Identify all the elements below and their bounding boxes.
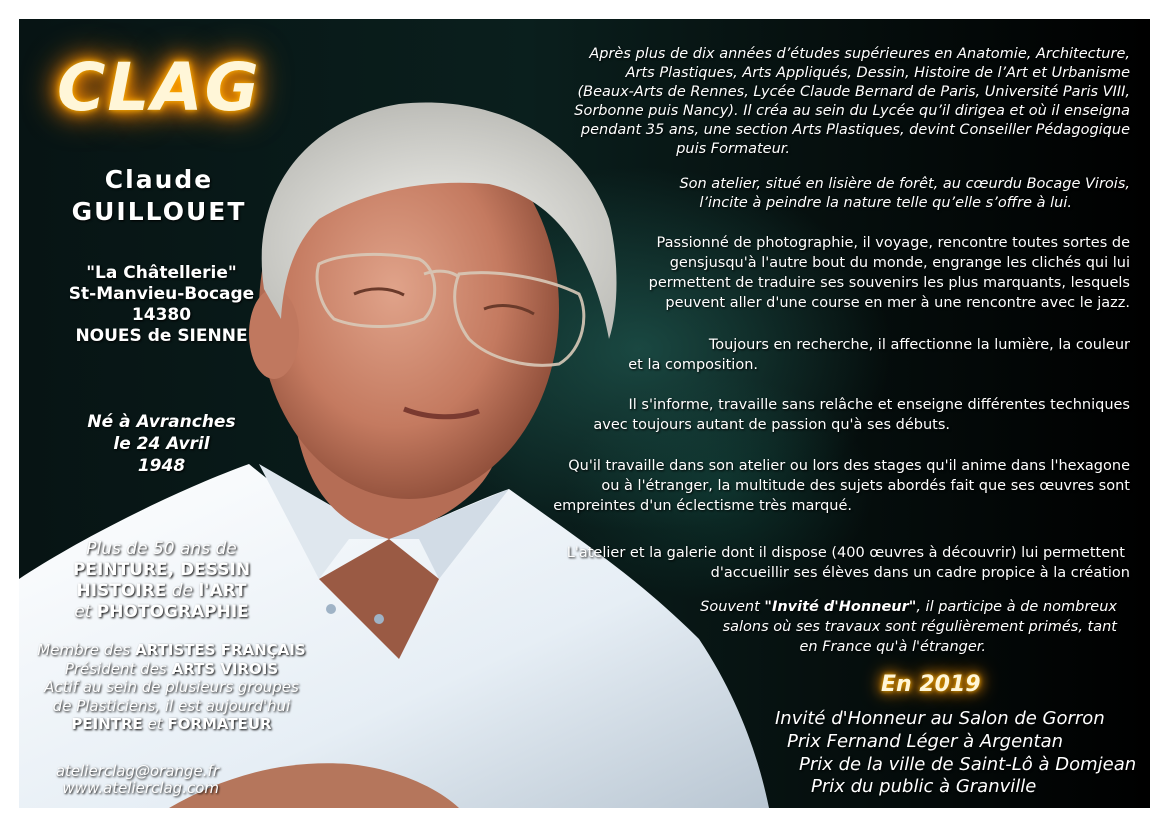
bio-line: Arts Plastiques, Arts Appliqués, Dessin, Histoire de l’Art et Urbanisme (625, 65, 1130, 81)
bio-text: Souvent (700, 599, 765, 615)
member-block (19, 641, 324, 734)
website-link[interactable]: www.atelierclag.com (62, 779, 219, 797)
bio-line: l’incite à peindre la nature telle qu’elle s’offre à lui. (699, 195, 1072, 211)
member-text: Président des (64, 659, 172, 678)
bio-paragraph-8 (700, 597, 1117, 657)
address-block (19, 263, 304, 347)
award-item: Prix du public à Granville (811, 776, 1037, 797)
bio-line: d'accueillir ses élèves dans un cadre propice à la création (710, 565, 1130, 581)
arts-word: de (166, 581, 199, 601)
arts-word: PHOTOGRAPHIE (96, 602, 249, 622)
bio-line: Son atelier, situé en lisière de forêt, au cœurdu Bocage Virois, (679, 176, 1130, 192)
award-item: Prix de la ville de Saint-Lô à Domjean (799, 754, 1137, 775)
bio-paragraph-6 (553, 456, 1130, 516)
bio-line: L'atelier et la galerie dont il dispose (400 œuvres à découvrir) lui permettent (566, 545, 1125, 561)
bio-line: et la composition. (628, 357, 758, 373)
bio-line: Qu'il travaille dans son atelier ou lors des stages qu'il anime dans l'hexagone (568, 458, 1130, 474)
address-line: NOUES de SIENNE (75, 326, 248, 346)
arts-word: HISTOIRE (76, 581, 167, 601)
last-name: GUILLOUET (71, 197, 247, 226)
member-text: ARTISTES FRANÇAIS (135, 641, 306, 659)
member-text: Membre des (37, 641, 136, 659)
bio-line: Passionné de photographie, il voyage, rencontre toutes sortes de (656, 235, 1130, 251)
first-name: Claude (104, 165, 214, 194)
address-line: 14380 (131, 305, 192, 325)
birth-line: le 24 Avril (113, 434, 210, 454)
bio-line: pendant 35 ans, une section Arts Plastiques, devint Conseiller Pédagogique (580, 122, 1130, 138)
arts-line: PEINTURE, DESSIN (72, 560, 251, 580)
bio-line: empreintes d'un éclectisme très marqué. (553, 498, 852, 514)
bio-line: ou à l'étranger, la multitude des sujets abordés fait que ses œuvres sont (601, 478, 1130, 494)
member-text: ARTS VIROIS (171, 659, 279, 678)
bio-line: gensjusqu'à l'autre bout du monde, engrange les clichés qui lui (669, 255, 1130, 271)
poster (19, 19, 1150, 808)
member-text: de Plasticiens, il est aujourd'hui (52, 696, 291, 715)
bio-line: avec toujours autant de passion qu'à ses débuts. (593, 417, 950, 433)
arts-block (19, 539, 304, 623)
bio-paragraph-2 (679, 175, 1130, 213)
member-text: FORMATEUR (167, 715, 272, 733)
bio-paragraph-3 (649, 233, 1130, 313)
email-link[interactable]: atelierclag@orange.fr (55, 762, 219, 780)
award-item: Invité d'Honneur au Salon de Gorron (775, 708, 1105, 729)
bio-line: puis Formateur. (676, 141, 790, 157)
bio-paragraph-1 (574, 45, 1130, 159)
address-line: St-Manvieu-Bocage (68, 284, 255, 304)
birth-line: Né à Avranches (87, 412, 236, 432)
bio-line: (Beaux-Arts de Rennes, Lycée Claude Bernard de Paris, Université Paris VIII, (577, 84, 1130, 100)
contact-block (19, 763, 219, 797)
bio-line: Sorbonne puis Nancy). Il créa au sein du Lycée qu’il dirigea et où il enseigna (574, 103, 1130, 119)
bio-paragraph-4 (628, 335, 1130, 375)
bio-line: en France qu'à l'étranger. (799, 639, 986, 655)
award-item: Prix Fernand Léger à Argentan (787, 731, 1064, 752)
member-text: Actif au sein de plusieurs groupes (44, 678, 299, 696)
birth-block (19, 411, 304, 477)
bio-line: permettent de traduire ses souvenirs les plus marquants, lesquels (648, 275, 1130, 291)
member-text: PEINTRE (71, 715, 143, 733)
arts-word: l'ART (198, 581, 247, 601)
bio-line: salons où ses travaux sont régulièrement primés, tant (722, 619, 1117, 635)
bio-line: Après plus de dix années d’études supérieures en Anatomie, Architecture, (589, 46, 1130, 62)
bio-line: peuvent aller d'une course en mer à une rencontre avec le jazz. (665, 295, 1130, 311)
address-line: "La Châtellerie" (86, 263, 237, 283)
member-text: et (142, 715, 168, 733)
bio-paragraph-5 (593, 395, 1130, 435)
arts-word: et (74, 602, 97, 622)
bio-text: "Invité d'Honneur" (764, 599, 917, 615)
arts-line: Plus de 50 ans de (86, 539, 237, 559)
clag-logo: CLAG (57, 49, 261, 126)
bio-line: Toujours en recherche, il affectionne la lumière, la couleur (708, 337, 1130, 353)
year-heading: En 2019 (881, 672, 981, 697)
bio-line: Il s'informe, travaille sans relâche et enseigne différentes techniques (628, 397, 1130, 413)
birth-line: 1948 (137, 456, 186, 476)
bio-paragraph-7 (567, 543, 1130, 583)
bio-text: , il participe à de nombreux (916, 599, 1117, 615)
